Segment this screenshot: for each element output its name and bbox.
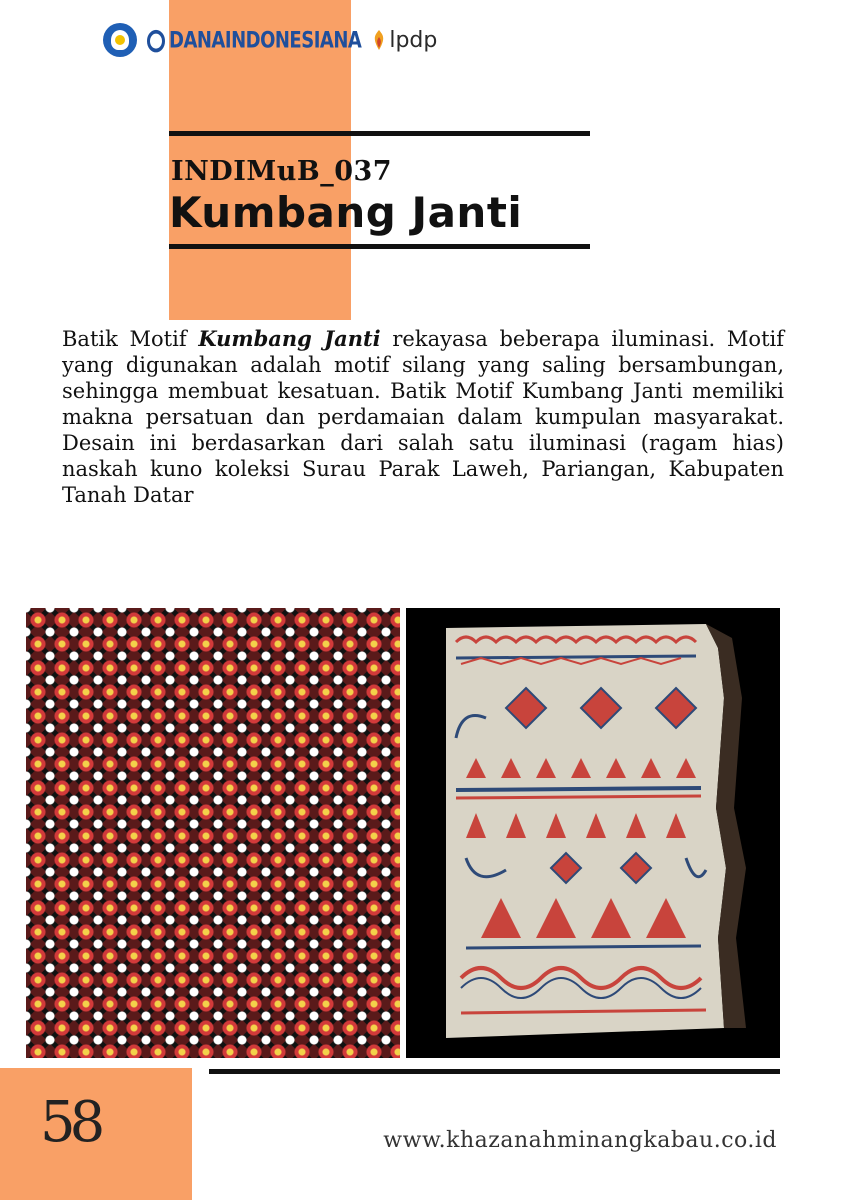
description-lead: Batik Motif bbox=[62, 327, 199, 351]
motif-title: Kumbang Janti bbox=[169, 188, 523, 237]
title-rule-bottom bbox=[169, 244, 590, 249]
dana-indonesiana-wordmark: DANAINDONESIANA bbox=[169, 26, 362, 54]
lpdp-wordmark: lpdp bbox=[389, 27, 438, 53]
footer-rule bbox=[209, 1069, 780, 1074]
description-emphasis: Kumbang Janti bbox=[198, 326, 381, 351]
motif-description bbox=[62, 326, 784, 508]
manuscript-illumination-image bbox=[406, 608, 780, 1058]
title-rule-top bbox=[169, 131, 590, 136]
manuscript-illumination-drawing bbox=[406, 608, 780, 1058]
lpdp-logo bbox=[371, 28, 437, 53]
header-logos bbox=[103, 22, 437, 58]
dana-indonesiana-logo bbox=[147, 27, 361, 53]
page-number: 58 bbox=[40, 1090, 100, 1155]
motif-code: INDIMuB_037 bbox=[171, 156, 393, 187]
batik-pattern-image bbox=[26, 608, 400, 1058]
dana-indonesiana-icon bbox=[147, 29, 165, 52]
lpdp-flame-icon bbox=[371, 29, 387, 51]
description-body: rekayasa beberapa iluminasi. Motif yang digunakan adalah motif silang yang saling bersambungan, sehingga membuat kesatuan. Batik Motif Kumbang Janti memiliki makna persatuan dan perdamaian dalam kumpulan masyarakat. Desain ini berdasarkan dari salah satu iluminasi (ragam hias) naskah kuno koleksi Surau Parak Laweh, Pariangan, Kabupaten Tanah Datar bbox=[62, 327, 784, 507]
website-url: www.khazanahminangkabau.co.id bbox=[383, 1128, 777, 1153]
tutwuri-handayani-logo bbox=[103, 23, 137, 57]
